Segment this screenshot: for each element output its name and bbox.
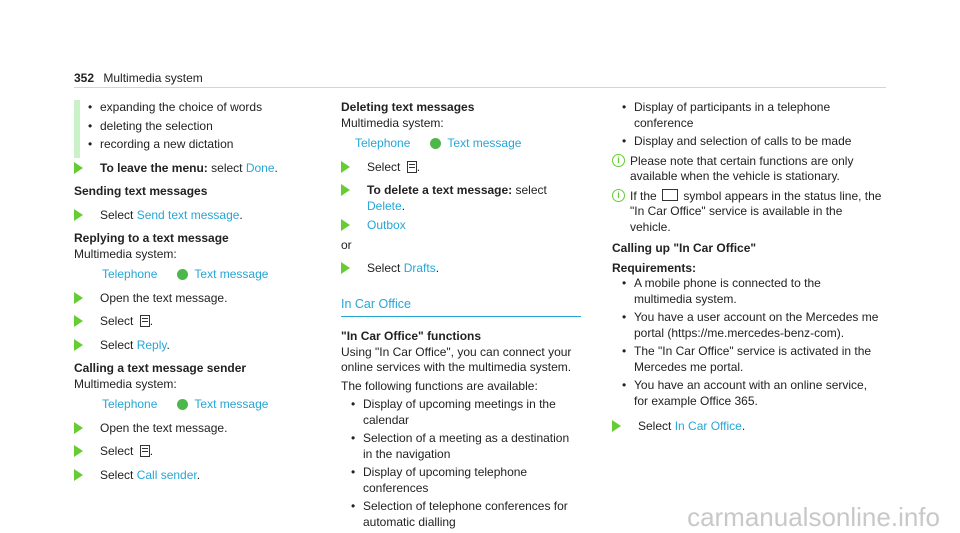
list-item: • Display of upcoming telephone conferences <box>351 465 581 496</box>
menu-path <box>102 267 314 283</box>
heading-calling: Calling a text message sender <box>74 361 247 375</box>
column-2 <box>341 100 581 533</box>
link-call-sender[interactable]: Call sender <box>136 467 197 482</box>
arrow-icon <box>74 292 83 304</box>
step: Select In Car Office. <box>612 419 882 435</box>
calling-intro: Multimedia system: <box>74 376 177 391</box>
link-delete[interactable]: Delete <box>367 198 402 213</box>
step: Select Drafts. <box>341 261 581 277</box>
arrow-icon <box>74 162 83 174</box>
menu-icon <box>407 161 417 173</box>
step: Select . <box>74 444 314 460</box>
arrow-icon <box>341 161 350 173</box>
menu-icon <box>140 445 150 457</box>
green-dot-icon <box>177 269 188 280</box>
link-reply[interactable]: Reply <box>136 337 167 352</box>
heading-functions: "In Car Office" functions <box>341 329 482 343</box>
list-item: • A mobile phone is connected to the multimedia system. <box>622 276 882 307</box>
step <box>341 218 581 234</box>
note: i Please note that certain functions are only available when the vehicle is stationary. <box>612 154 882 185</box>
list-item: • The "In Car Office" service is activated in the Mercedes me portal. <box>622 344 882 375</box>
menu-icon <box>140 315 150 327</box>
link-text-message[interactable]: Text message <box>194 267 269 281</box>
reply-intro: Multimedia system: <box>74 246 177 261</box>
list-item: • Display of upcoming meetings in the calendar <box>351 397 581 428</box>
step: Select Call sender. <box>74 468 314 484</box>
page-header <box>74 71 203 85</box>
menu-path <box>102 397 314 413</box>
menu-path <box>355 136 581 152</box>
arrow-icon <box>74 469 83 481</box>
link-done[interactable]: Done <box>245 160 275 175</box>
heading-deleting: Deleting text messages <box>341 100 475 114</box>
list-item: • expanding the choice of words <box>88 100 314 116</box>
info-icon: i <box>612 189 625 202</box>
list-item: • You have an account with an online service, for example Office 365. <box>622 378 882 409</box>
display-symbol-icon <box>662 189 678 201</box>
step: Select . <box>341 160 581 176</box>
link-telephone[interactable]: Telephone <box>102 267 158 281</box>
functions-intro: Using "In Car Office", you can connect your online services with the multimedia system. <box>341 344 572 374</box>
watermark: carmanualsonline.info <box>687 502 940 532</box>
step: Open the text message. <box>74 421 314 437</box>
link-outbox[interactable]: Outbox <box>367 218 406 232</box>
heading-replying: Replying to a text message <box>74 231 229 245</box>
green-dot-icon <box>177 399 188 410</box>
step: To delete a text message: select Delete. <box>341 183 581 214</box>
list-item: • Selection of telephone conferences for automatic dialling <box>351 499 581 530</box>
step: To leave the menu: select Done. <box>74 161 314 177</box>
arrow-icon <box>74 315 83 327</box>
note: i If the symbol appears in the status line, the "In Car Office" service is available in the vehicle. <box>612 189 882 236</box>
arrow-icon <box>74 422 83 434</box>
list-item: • deleting the selection <box>88 119 314 135</box>
list-item: • Selection of a meeting as a destination in the navigation <box>351 431 581 462</box>
link-drafts[interactable]: Drafts <box>403 261 436 275</box>
list-item: • Display and selection of calls to be made <box>622 134 882 150</box>
column-3 <box>612 100 882 439</box>
arrow-icon <box>341 262 350 274</box>
green-dot-icon <box>430 138 441 149</box>
link-telephone[interactable]: Telephone <box>102 397 158 411</box>
arrow-icon <box>74 339 83 351</box>
list-item: • recording a new dictation <box>88 137 314 153</box>
arrow-icon <box>612 420 621 432</box>
section-title: In Car Office <box>341 297 581 318</box>
link-text-message[interactable]: Text message <box>194 397 269 411</box>
header-rule <box>74 87 886 88</box>
link-in-car-office[interactable]: In Car Office <box>674 419 742 433</box>
link-telephone[interactable]: Telephone <box>355 136 411 150</box>
arrow-icon <box>341 219 350 231</box>
arrow-icon <box>341 184 350 196</box>
info-icon: i <box>612 154 625 167</box>
heading-sending: Sending text messages <box>74 184 208 198</box>
list-item: • Display of participants in a telephone conference <box>622 100 882 131</box>
page-number: 352 <box>74 71 95 85</box>
step: Select . <box>74 314 314 330</box>
step: Open the text message. <box>74 291 314 307</box>
functions-available: The following functions are available: <box>341 378 538 393</box>
arrow-icon <box>74 445 83 457</box>
heading-requirements: Requirements: <box>612 260 697 275</box>
link-text-message[interactable]: Text message <box>447 136 522 150</box>
link-send-text-message[interactable]: Send text message <box>136 207 240 222</box>
column-1 <box>74 100 314 487</box>
or-text: or <box>341 237 352 252</box>
step: Select Reply. <box>74 338 314 354</box>
deleting-intro: Multimedia system: <box>341 115 444 130</box>
section-name: Multimedia system <box>103 71 203 85</box>
heading-calling-up: Calling up "In Car Office" <box>612 241 757 255</box>
step: Select Send text message. <box>74 208 314 224</box>
list-item: • You have a user account on the Mercedes me portal (https://me.mercedes-benz-com). <box>622 310 882 341</box>
arrow-icon <box>74 209 83 221</box>
